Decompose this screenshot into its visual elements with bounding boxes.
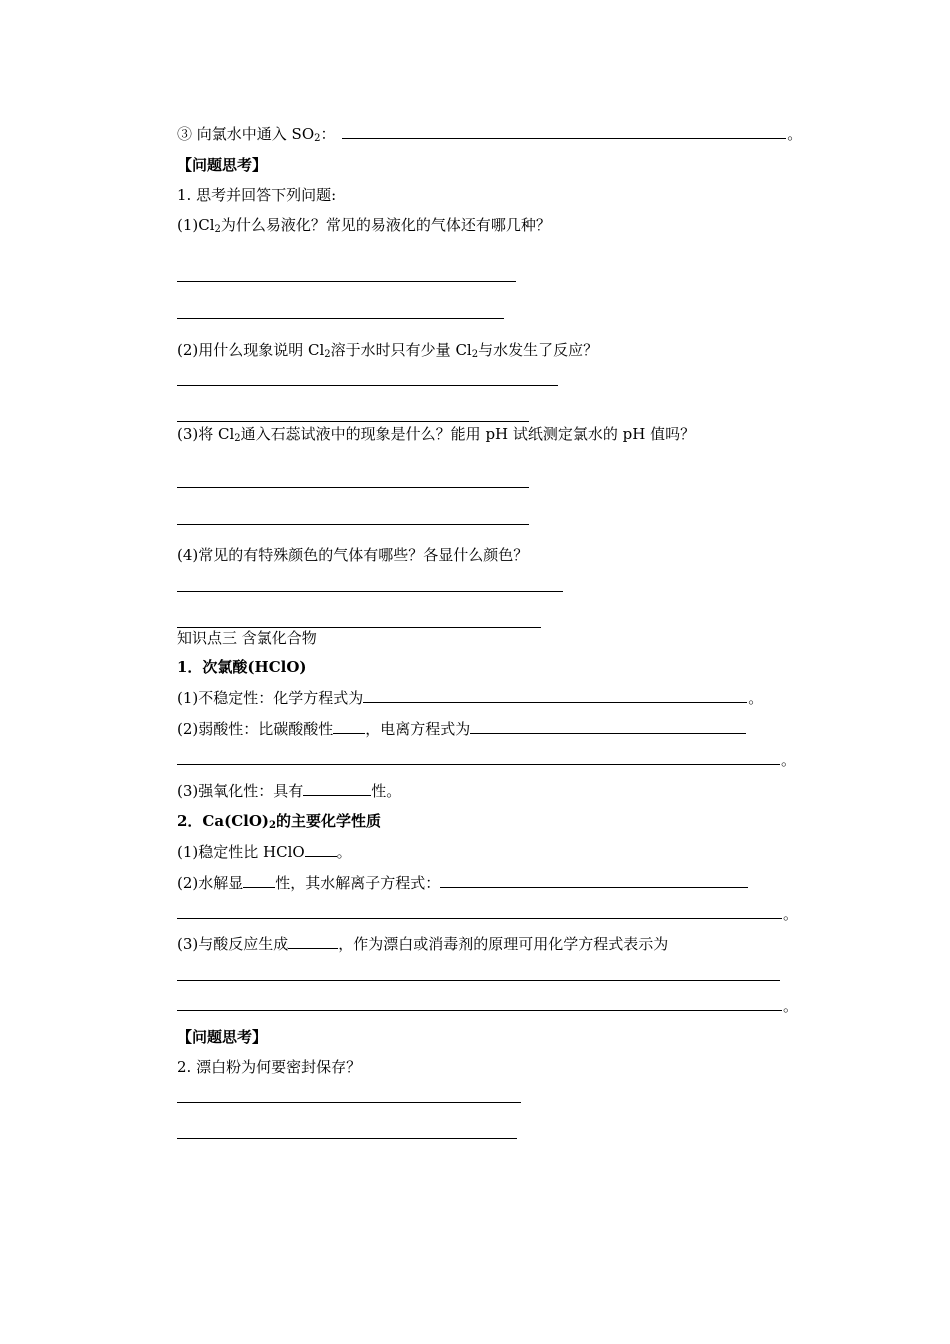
question-bleach: 2. 漂白粉为何要密封保存？ — [177, 1058, 362, 1076]
answer-blank[interactable] — [288, 934, 338, 949]
answer-blank[interactable] — [177, 904, 782, 919]
answer-blank[interactable] — [342, 124, 786, 139]
question-2: (2)用什么现象说明 $Cl_2$溶于水时只有少量 $Cl_2$与水发生了反应？ — [177, 341, 599, 360]
hclo-instability: (1)不稳定性：化学方程式为 。 — [177, 689, 764, 707]
answer-line[interactable] — [177, 1102, 521, 1103]
answer-line[interactable] — [177, 487, 529, 488]
answer-blank[interactable] — [440, 873, 748, 888]
caclo-stability: (1)稳定性比 HClO 。 — [177, 843, 352, 861]
question-1: $(1)Cl_2$为什么易液化？常见的易液化的气体还有哪几种？ — [177, 216, 551, 235]
question-4: (4)常见的有特殊颜色的气体有哪些？各显什么颜色？ — [177, 546, 529, 564]
answer-blank[interactable] — [243, 873, 275, 888]
answer-line[interactable] — [177, 524, 529, 525]
answer-blank[interactable] — [177, 750, 780, 765]
hclo-acidity-cont: 。 — [177, 750, 796, 770]
hclo-oxidizing: (3)强氧化性：具有 性。 — [177, 782, 402, 800]
answer-blank[interactable] — [305, 842, 337, 857]
answer-line[interactable] — [177, 980, 780, 981]
answer-blank[interactable] — [363, 688, 747, 703]
question-3: (3)将 $Cl_2$通入石蕊试液中的现象是什么？能用 pH 试纸测定氯水的 pH 值吗？ — [177, 425, 696, 444]
caclo-hydrolysis-cont: 。 — [177, 904, 798, 924]
answer-blank[interactable] — [333, 719, 365, 734]
so2-line: ③ 向氯水中通入 $SO_2$： 。 — [177, 125, 803, 144]
answer-line[interactable] — [177, 1138, 517, 1139]
caclo-acid-reaction-cont: 。 — [177, 996, 798, 1016]
answer-line[interactable] — [177, 591, 563, 592]
answer-line[interactable] — [177, 318, 504, 319]
caclo-hydrolysis: (2)水解显 性，其水解离子方程式： — [177, 873, 748, 893]
answer-line[interactable] — [177, 281, 516, 282]
caclo-acid-reaction: (3)与酸反应生成 ，作为漂白或消毒剂的原理可用化学方程式表示为 — [177, 935, 669, 953]
hclo-heading: 1．次氯酸(HClO) — [177, 658, 307, 676]
caclo-heading: 2．$Ca(ClO)_2$的主要化学性质 — [177, 812, 381, 831]
answer-blank[interactable] — [303, 781, 371, 796]
section-title: 知识点三 含氯化合物 — [177, 629, 317, 647]
answer-blank[interactable] — [177, 996, 782, 1011]
answer-blank[interactable] — [470, 719, 746, 734]
question-intro: 1. 思考并回答下列问题: — [177, 186, 337, 204]
answer-line[interactable] — [177, 385, 558, 386]
section-heading: 【问题思考】 — [177, 1028, 268, 1046]
hclo-acidity: (2)弱酸性：比碳酸酸性 ，电离方程式为 — [177, 719, 746, 739]
answer-line[interactable] — [177, 421, 529, 422]
section-heading: 【问题思考】 — [177, 156, 268, 174]
